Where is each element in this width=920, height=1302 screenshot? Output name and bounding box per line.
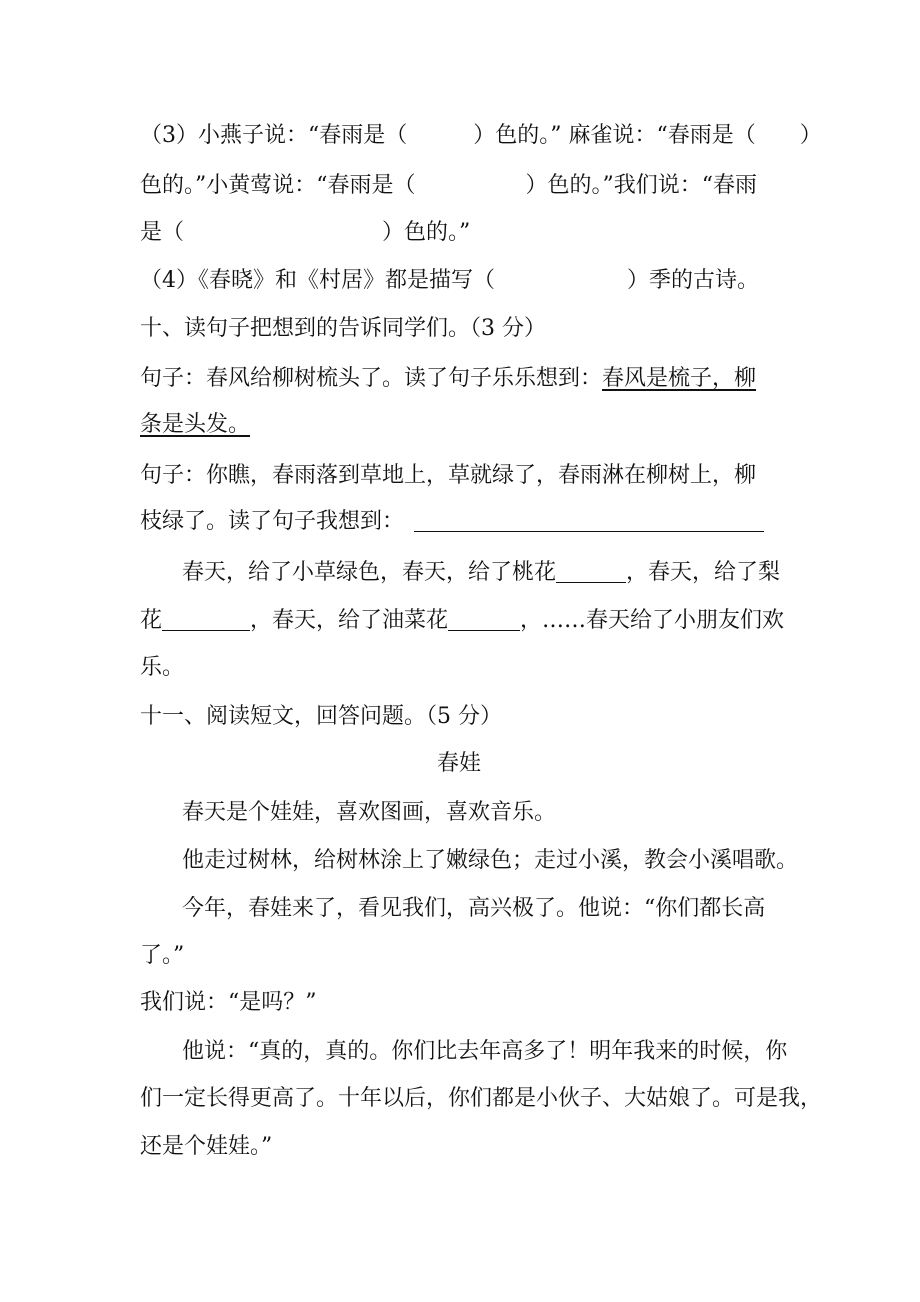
q9-item3-line3: 是（ ）色的。” [140, 220, 471, 245]
q11-paragraph-3-line2: 了。” [140, 943, 185, 968]
q9-item3-line1: （3）小燕子说：“春雨是（ ）色的。” 麻雀说：“春雨是（ ） [140, 123, 822, 148]
q11-heading: 十一、阅读短文，回答问题。（5 分） [140, 704, 502, 729]
q10-fill-line1 [182, 558, 780, 588]
q11-paragraph-3-line1: 今年，春娃来了，看见我们，高兴极了。他说：“你们都长高 [182, 896, 766, 921]
q11-paragraph-5-line2: 们一定长得更高了。十年以后，你们都是小伙子、大姑娘了。可是我， [140, 1086, 823, 1111]
q10-heading: 十、读句子把想到的告诉同学们。（3 分） [140, 316, 546, 341]
q10-example-answer-part1: 春风是梳子，柳 [602, 366, 757, 391]
q10-pear-blank[interactable] [162, 610, 250, 631]
q11-paragraph-5-line1: 他说：“真的，真的。你们比去年高多了！明年我来的时候，你 [182, 1039, 788, 1064]
q10-fill-children-text: ，……春天给了小朋友们欢 [520, 608, 785, 633]
q11-passage-title: 春娃 [437, 751, 482, 776]
q11-paragraph-1: 春天是个娃娃，喜欢图画，喜欢音乐。 [182, 800, 557, 825]
q10-example-prefix: 句子：春风给柳树梳头了。读了句子乐乐想到： [140, 366, 603, 391]
q10-example-line1 [140, 364, 756, 394]
q10-example-answer-part2: 条是头发。 [140, 412, 251, 437]
q11-paragraph-5-line3: 还是个娃娃。” [140, 1134, 273, 1159]
q10-answer-blank[interactable] [414, 531, 764, 532]
q10-fill-line2 [140, 606, 784, 636]
q9-item4: （4）《春晓》和《村居》都是描写（ ）季的古诗。 [140, 268, 759, 293]
q10-task-line1: 句子：你瞧，春雨落到草地上，草就绿了，春雨淋在柳树上，柳 [140, 463, 757, 488]
q11-paragraph-4: 我们说：“是吗？” [140, 990, 317, 1015]
q10-peach-blank[interactable] [556, 562, 626, 583]
q9-item3-line2: 色的。”小黄莺说：“春雨是（ ）色的。”我们说：“春雨 [140, 173, 757, 198]
q10-fill-peach-text: 春天，给了小草绿色，春天，给了桃花 [182, 560, 557, 585]
q10-fill-rapeseed-text: ，春天，给了油菜花 [250, 608, 449, 633]
q10-task-line2: 枝绿了。读了句子我想到： [140, 509, 405, 534]
q10-fill-pear-text: ，春天，给了梨 [626, 560, 781, 585]
q10-rapeseed-blank[interactable] [448, 610, 520, 631]
q10-fill-flower-text: 花 [140, 608, 163, 633]
q11-paragraph-2: 他走过树林，给树林涂上了嫩绿色；走过小溪，教会小溪唱歌。 [182, 848, 799, 873]
q10-fill-line3: 乐。 [140, 655, 185, 680]
